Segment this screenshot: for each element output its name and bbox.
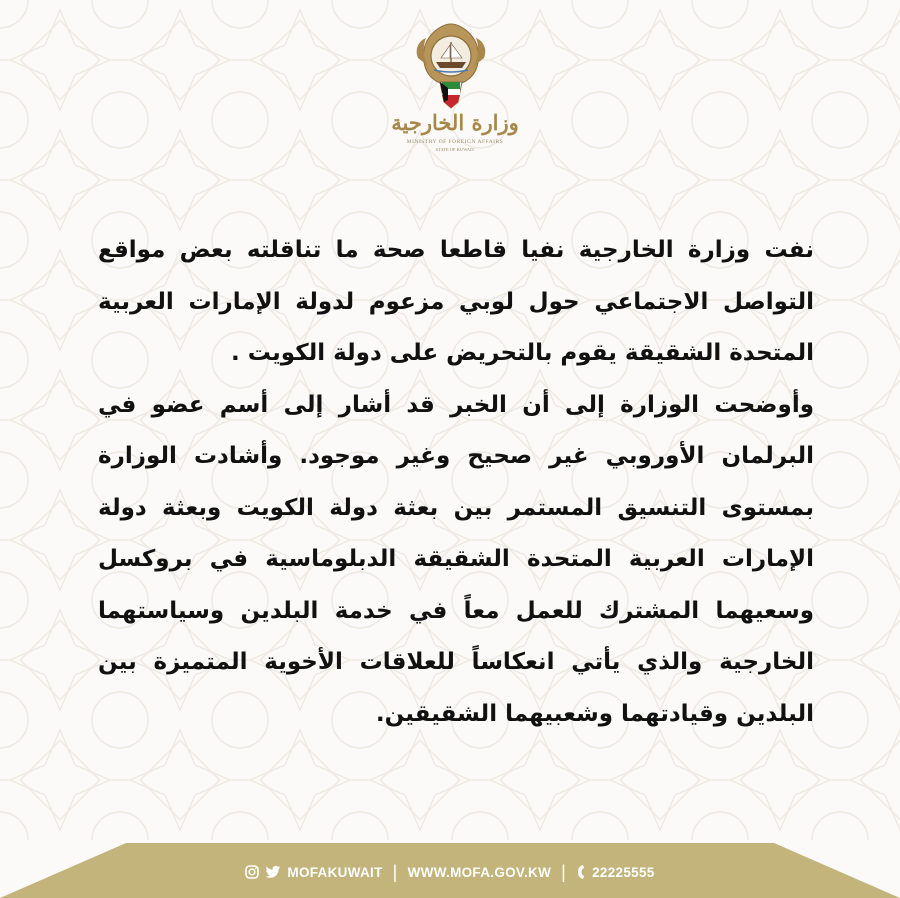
footer-separator: |: [392, 861, 398, 882]
statement-paragraph-2: وأوضحت الوزارة إلى أن الخبر قد أشار إلى أسم عضو في البرلمان الأوروبي غير صحيح وغير موجود. وأشادت الوزارة بمستوى التنسيق المستمر بين بعثة دولة الكويت وبعثة دولة الإمارات العربية المتحدة الشقيقة الدبلوماسية في بروكسل وسعيهما المشترك للعمل معاً في خدمة البلدين وسياستهما الخارجية والذي يأتي انعكاساً للعلاقات الأخوية المتميزة بين البلدين وقيادتهما وشعبيهما الشقيقين.: [98, 391, 814, 727]
phone-icon: [576, 864, 586, 880]
kuwait-emblem-icon: [410, 18, 492, 118]
social-handle[interactable]: MOFAKUWAIT: [287, 864, 383, 880]
ministry-name-arabic: وزارة الخارجية: [391, 110, 519, 135]
twitter-icon[interactable]: [265, 865, 281, 879]
website-link[interactable]: WWW.MOFA.GOV.KW: [407, 864, 552, 880]
footer-separator: |: [561, 861, 567, 882]
phone-number[interactable]: 22225555: [592, 864, 655, 880]
press-statement: [98, 225, 814, 740]
social-links: [245, 865, 382, 880]
instagram-icon[interactable]: [245, 865, 259, 879]
footer-contacts: [0, 857, 900, 887]
statement-paragraph-1: نفت وزارة الخارجية نفيا قاطعا صحة ما تناقلته بعض مواقع التواصل الاجتماعي حول لوبي مزعوم لدولة الإمارات العربية المتحدة الشقيقة يقوم بالتحريض على دولة الكويت .: [98, 237, 814, 366]
ministry-name-english: MINISTRY OF FOREIGN AFFAIRS: [406, 139, 504, 145]
phone-contact[interactable]: [576, 864, 654, 880]
ministry-subtitle: STATE OF KUWAIT: [435, 147, 475, 152]
